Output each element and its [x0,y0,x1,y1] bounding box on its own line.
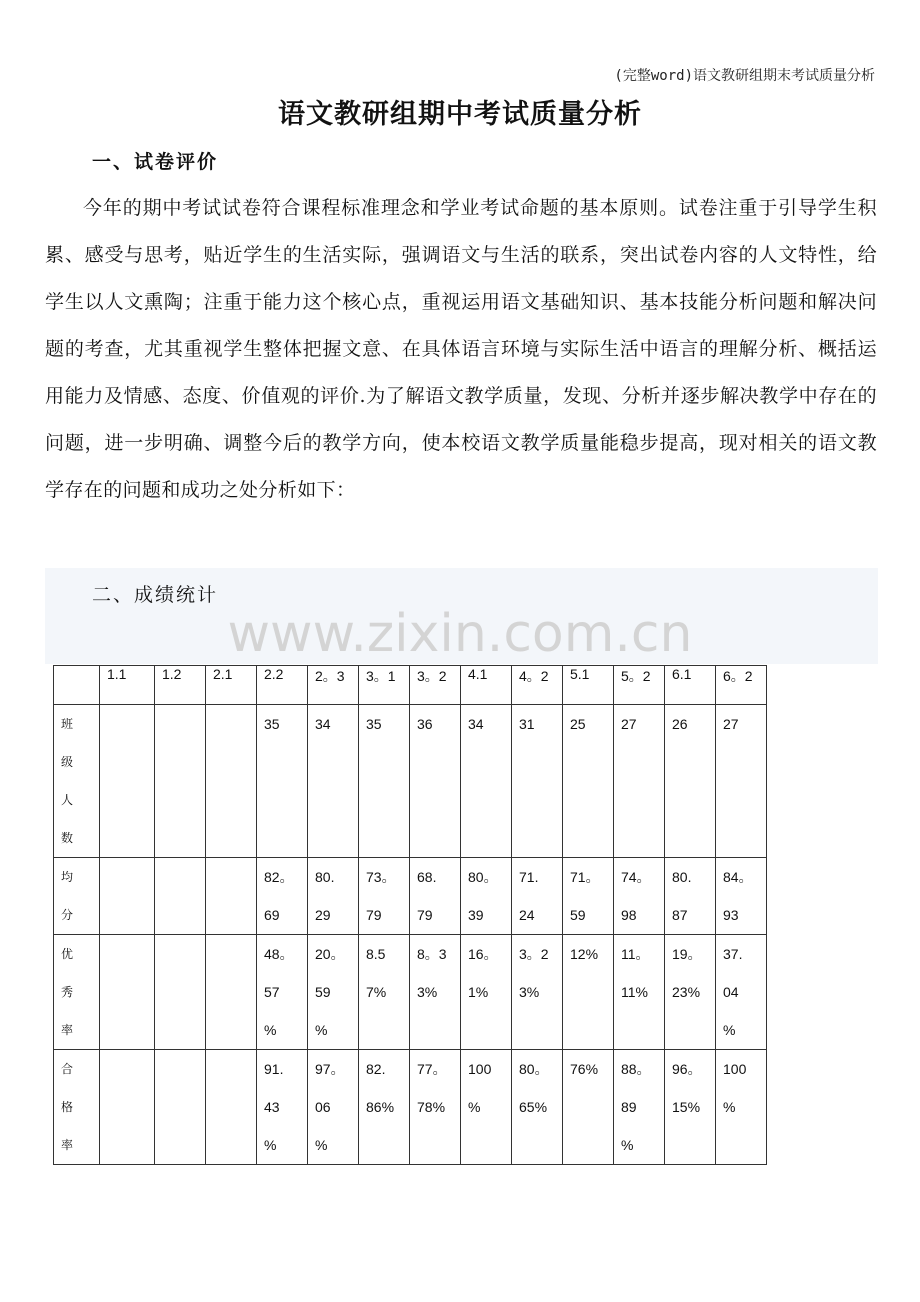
table-row [54,705,767,858]
table-cell [155,705,206,858]
table-cell [563,705,614,858]
table-cell [155,935,206,1050]
cell-value-line: 79 [417,907,433,923]
cell-value-line: 12% [570,946,599,962]
section-heading-evaluation: 一、试卷评价 [92,151,219,173]
table-cell [410,705,461,858]
table-cell [614,1050,665,1165]
cell-value-line: 3。2 [519,946,549,962]
row-label-cell [54,935,100,1050]
table-row [54,935,767,1050]
cell-value-line: 93 [723,907,739,923]
cell-value-line: 59 [570,907,586,923]
class-header-cell: 1.2 [155,666,206,705]
cell-value-line: 15% [672,1099,701,1115]
cell-value-line: 23% [672,984,701,1000]
cell-value-line: 35 [264,716,280,732]
row-label-char: 数 [61,831,74,845]
table-cell [665,935,716,1050]
table-cell [155,1050,206,1165]
cell-value-line: 87 [672,907,688,923]
cell-value-line: % [315,1022,328,1038]
cell-value-line: 82。 [264,869,294,885]
cell-value-line: 25 [570,716,586,732]
table-cell [100,1050,155,1165]
table-row [54,858,767,935]
row-label-cell [54,705,100,858]
cell-value-line: 06 [315,1099,331,1115]
cell-value-line: 73。 [366,869,396,885]
row-label-char: 优 [61,947,74,961]
table-cell [614,935,665,1050]
cell-value-line: % [264,1137,277,1153]
table-cell [512,935,563,1050]
cell-value-line: % [468,1099,481,1115]
cell-value-line: 80. [672,869,692,885]
cell-value-line: % [315,1137,328,1153]
cell-value-line: 79 [366,907,382,923]
table-cell [563,1050,614,1165]
cell-value-line: 3% [519,984,540,1000]
table-cell [716,858,767,935]
class-header-cell: 5.1 [563,666,614,705]
cell-value-line: 76% [570,1061,599,1077]
cell-value-line: 26 [672,716,688,732]
cell-value-line: 74。 [621,869,651,885]
table-cell [716,935,767,1050]
cell-value-line: 88。 [621,1061,651,1077]
cell-value-line: 96。 [672,1061,702,1077]
cell-value-line: 36 [417,716,433,732]
cell-value-line: 34 [468,716,484,732]
row-label-char: 班 [61,717,74,731]
table-cell [461,858,512,935]
table-cell [665,858,716,935]
table-cell [257,1050,308,1165]
table-cell [206,1050,257,1165]
class-header-cell: 4.1 [461,666,512,705]
cell-value-line: 97。 [315,1061,345,1077]
row-label-char: 级 [61,755,74,769]
cell-value-line: 11% [621,984,648,1000]
watermark: www.zixin.com.cn [227,604,693,664]
table-cell [512,1050,563,1165]
table-row [54,1050,767,1165]
table-cell [716,705,767,858]
cell-value-line: 71. [519,869,539,885]
cell-value-line: 80。 [519,1061,549,1077]
table-cell [512,858,563,935]
table-corner-cell [54,666,100,705]
cell-value-line: % [723,1099,736,1115]
table-cell [410,935,461,1050]
cell-value-line: 71。 [570,869,600,885]
row-label-char: 秀 [61,985,74,999]
table-cell [359,858,410,935]
evaluation-paragraph: 今年的期中考试试卷符合课程标准理念和学业考试命题的基本原则。试卷注重于引导学生积累、感受与思考，贴近学生的生活实际，强调语文与生活的联系，突出试卷内容的人文特性，给学生以人文熏陶；注重于能力这个核心点，重视运用语文基础知识、基本技能分析问题和解决问题的考查，尤其重视学生整体把握文意、在具体语言环境与实际生活中语言的理解分析、概括运用能力及情感、态度、价值观的评价.为了解语文教学质量，发现、分析并逐步解决教学中存在的问题，进一步明确、调整今后的教学方向，使本校语文教学质量能稳步提高，现对相关的语文教学存在的问题和成功之处分析如下： [45,197,877,501]
cell-value-line: 89 [621,1099,637,1115]
cell-value-line: 39 [468,907,484,923]
table-cell [461,1050,512,1165]
cell-value-line: 65% [519,1099,548,1115]
class-header-cell: 1.1 [100,666,155,705]
table-cell [206,705,257,858]
cell-value-line: 37. [723,946,743,962]
cell-value-line: 100 [723,1061,747,1077]
cell-value-line: 27 [621,716,637,732]
cell-value-line: % [723,1022,736,1038]
table-body [54,666,767,1165]
table-cell [563,858,614,935]
cell-value-line: 68. [417,869,437,885]
cell-value-line: 43 [264,1099,280,1115]
cell-value-line: 20。 [315,946,345,962]
table-cell [614,705,665,858]
table-cell [716,1050,767,1165]
class-header-cell: 4。2 [512,666,563,705]
table-cell [359,705,410,858]
table-cell [512,705,563,858]
cell-value-line: 57 [264,984,280,1000]
row-label-cell [54,858,100,935]
cell-value-line: 82. [366,1061,386,1077]
cell-value-line: 1% [468,984,489,1000]
cell-value-line: 80. [315,869,335,885]
cell-value-line: 7% [366,984,387,1000]
table-cell [308,705,359,858]
table-cell [257,935,308,1050]
cell-value-line: 69 [264,907,280,923]
score-statistics-table [53,665,767,1165]
class-header-cell: 6.1 [665,666,716,705]
table-cell [359,935,410,1050]
class-header-cell: 3。1 [359,666,410,705]
page-title: 语文教研组期中考试质量分析 [278,99,642,130]
row-label-char: 合 [61,1062,74,1076]
row-label-char: 率 [61,1138,74,1152]
header-note: (完整word)语文教研组期末考试质量分析 [614,68,875,84]
cell-value-line: 34 [315,716,331,732]
cell-value-line: 84。 [723,869,753,885]
cell-value-line: 8.5 [366,946,386,962]
table-cell [359,1050,410,1165]
table-cell [563,935,614,1050]
row-label-char: 格 [61,1100,74,1114]
cell-value-line: 80。 [468,869,498,885]
cell-value-line: % [264,1022,277,1038]
table-cell [614,858,665,935]
cell-value-line: 91. [264,1061,284,1077]
cell-value-line: 86% [366,1099,395,1115]
table-cell [100,935,155,1050]
class-header-cell: 2.1 [206,666,257,705]
cell-value-line: 16。 [468,946,498,962]
class-header-cell: 2。3 [308,666,359,705]
cell-value-line: 98 [621,907,637,923]
table-cell [100,705,155,858]
class-header-cell: 6。2 [716,666,767,705]
table-cell [155,858,206,935]
row-label-char: 率 [61,1023,74,1037]
class-header-cell: 2.2 [257,666,308,705]
cell-value-line: 100 [468,1061,492,1077]
cell-value-line: 77。 [417,1061,447,1077]
row-label-cell [54,1050,100,1165]
class-header-cell: 3。2 [410,666,461,705]
cell-value-line: % [621,1137,634,1153]
row-label-char: 人 [61,793,74,807]
table-cell [665,705,716,858]
table-cell [461,705,512,858]
table-cell [308,935,359,1050]
cell-value-line: 11。 [621,946,650,962]
table-cell [257,705,308,858]
cell-value-line: 3% [417,984,438,1000]
table-cell [100,858,155,935]
cell-value-line: 04 [723,984,739,1000]
table-cell [257,858,308,935]
table-cell [308,858,359,935]
class-header-cell: 5。2 [614,666,665,705]
cell-value-line: 31 [519,716,535,732]
cell-value-line: 8。3 [417,946,447,962]
row-label-char: 均 [61,870,74,884]
table-cell [665,1050,716,1165]
row-label-char: 分 [61,908,74,922]
table-cell [410,1050,461,1165]
cell-value-line: 19。 [672,946,702,962]
table-cell [206,858,257,935]
table-cell [206,935,257,1050]
cell-value-line: 48。 [264,946,294,962]
cell-value-line: 29 [315,907,331,923]
table-cell [410,858,461,935]
cell-value-line: 24 [519,907,535,923]
cell-value-line: 78% [417,1099,446,1115]
cell-value-line: 27 [723,716,739,732]
table-header-row [54,666,767,705]
section-heading-statistics: 二、成绩统计 [92,584,219,606]
cell-value-line: 35 [366,716,382,732]
cell-value-line: 59 [315,984,331,1000]
table-cell [461,935,512,1050]
table-cell [308,1050,359,1165]
